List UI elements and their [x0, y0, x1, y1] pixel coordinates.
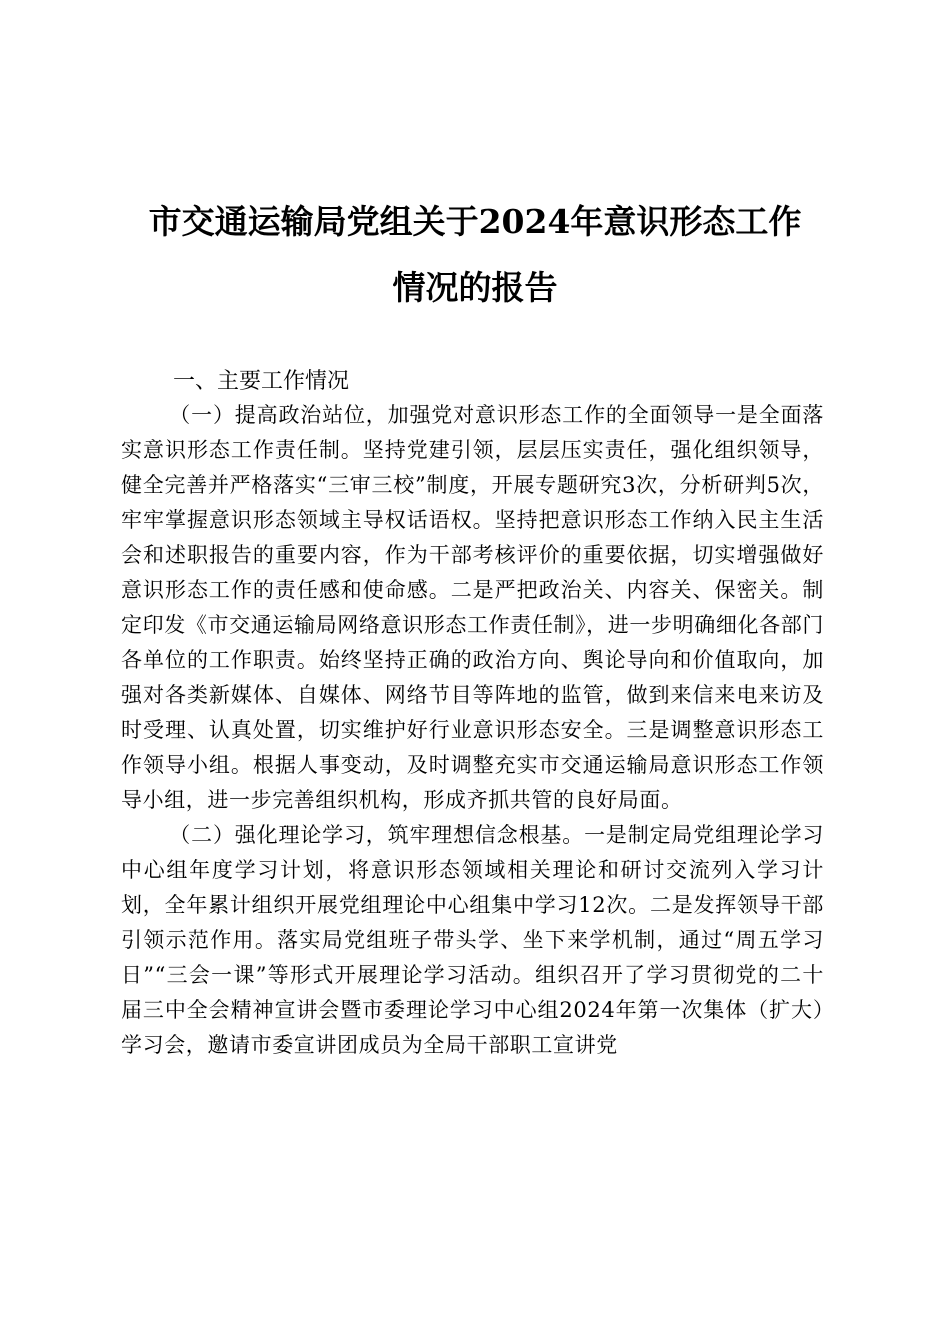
section-heading: 一、主要工作情况 — [173, 369, 350, 394]
paragraph-1: （一）提高政治站位，加强党对意识形态工作的全面领导一是全面落实意识形态工作责任制。坚持党建引领，层层压实责任，强化组织领导，健全完善并严格落实“三审三校”制度，开展专题研究3次，分析研判5次，牢牢掌握意识形态领域主导权话语权。坚持把意识形态工作纳入民主生活会和述职报告的重要内容，作为干部考核评价的重要依据，切实增强做好意识形态工作的责任感和使命感。二是严把政治关、内容关、保密关。制定印发《市交通运输局网络意识形态工作责任制》，进一步明确细化各部门各单位的工作职责。始终坚持正确的政治方向、舆论导向和价值取向，加强对各类新媒体、自媒体、网络节目等阵地的监管，做到来信来电来访及时受理、认真处置，切实维护好行业意识形态安全。三是调整意识形态工作领导小组。根据人事变动，及时调整充实市交通运输局意识形态工作领导小组，进一步完善组织机构，形成齐抓共管的良好局面。 — [121, 403, 824, 812]
document-title-line2: 情况的报告 — [392, 268, 558, 307]
paragraph-2: （二）强化理论学习，筑牢理想信念根基。一是制定局党组理论学习中心组年度学习计划，将意识形态领域相关理论和研讨交流列入学习计划，全年累计组织开展党组理论中心组集中学习12次。二是发挥领导干部引领示范作用。落实局党组班子带头学、坐下来学机制，通过“周五学习日”“三会一课”等形式开展理论学习活动。组织召开了学习贯彻党的二十届三中全会精神宣讲会暨市委理论学习中心组2024年第一次集体（扩大）学习会，邀请市委宣讲团成员为全局干部职工宣讲党 — [121, 823, 824, 1057]
document-body — [121, 398, 824, 1063]
document-title-line1: 市交通运输局党组关于2024年意识形态工作 — [148, 202, 802, 241]
